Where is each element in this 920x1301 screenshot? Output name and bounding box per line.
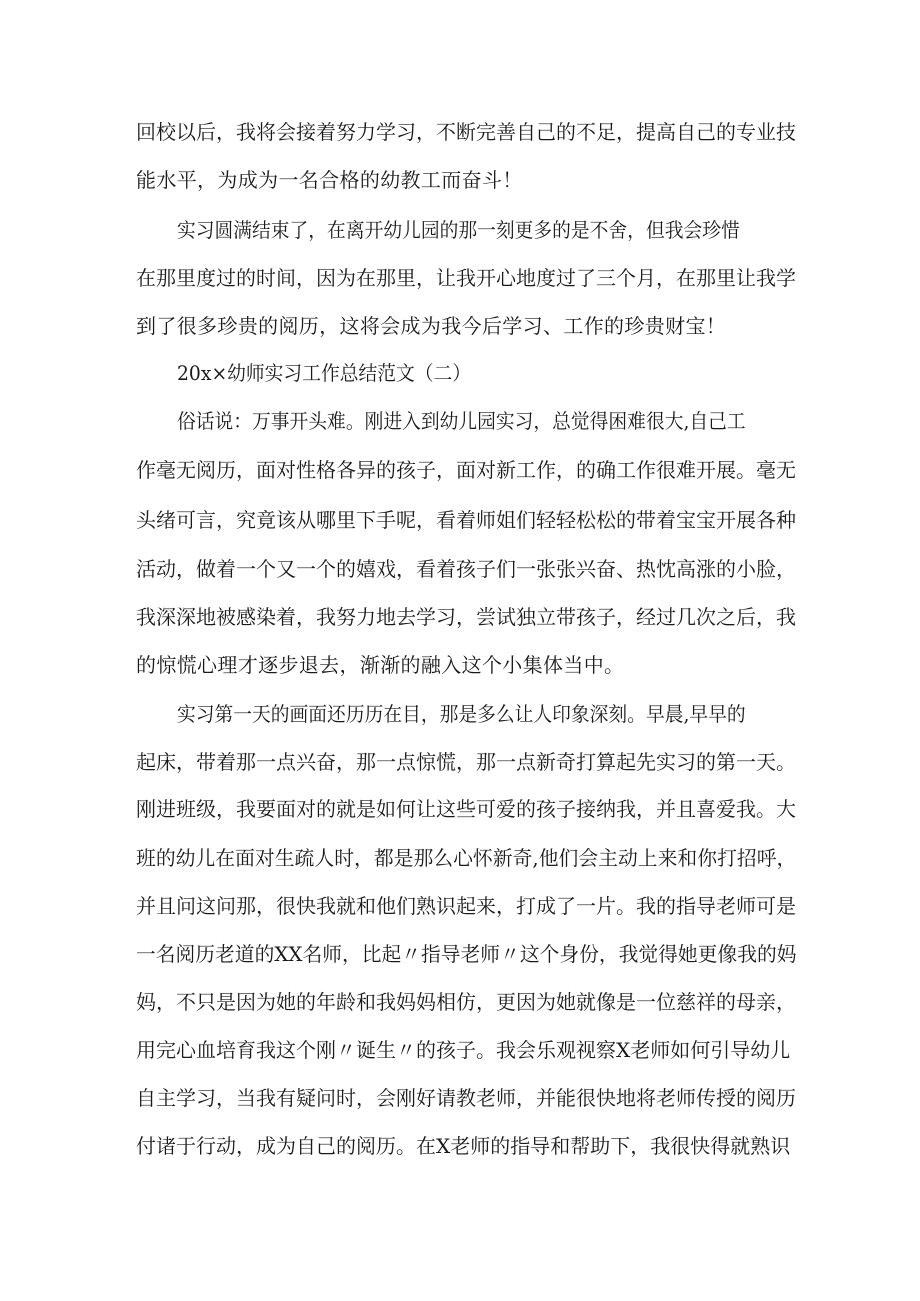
text-line: 起床，带着那一点兴奋，那一点惊慌，那一点新奇打算起先实习的第一天。: [136, 750, 796, 774]
text-line: 在那里度过的时间，因为在那里，让我开心地度过了三个月，在那里让我学: [136, 266, 796, 290]
text-line: 能水平，为成为一名合格的幼教工而奋斗！: [136, 168, 523, 192]
paragraph-start-line: 实习第一天的画面还历历在目，那是多么让人印象深刻。早晨,早早的: [177, 702, 746, 726]
text-line: 自主学习，当我有疑问时，会刚好请教老师，并能很快地将老师传授的阅历: [136, 1086, 796, 1110]
text-line: 付诸于行动，成为自己的阅历。在X老师的指导和帮助下，我很快得就熟识: [136, 1134, 791, 1158]
text-line: 妈，不只是因为她的年龄和我妈妈相仿，更因为她就像是一位慈祥的母亲，: [136, 990, 796, 1014]
text-line: 的惊慌心理才逐步退去，渐渐的融入这个小集体当中。: [136, 653, 625, 677]
text-line: 刚进班级，我要面对的就是如何让这些可爱的孩子接纳我，并且喜爱我。大: [136, 797, 796, 821]
paragraph-start-line: 实习圆满结束了，在离开幼儿园的那一刻更多的是不舍，但我会珍惜: [177, 218, 740, 242]
text-line: 一名阅历老道的XX名师，比起〃指导老师〃这个身份，我觉得她更像我的妈: [136, 942, 797, 966]
text-line: 到了很多珍贵的阅历，这将会成为我今后学习、工作的珍贵财宝！: [136, 314, 727, 338]
text-line: 用完心血培育我这个刚〃诞生〃的孩子。我会乐观视察X老师如何引导幼儿: [136, 1038, 791, 1062]
section-heading: 20x×幼师实习工作总结范文（二）: [177, 361, 472, 385]
paragraph-start-line: 俗话说：万事开头难。刚进入到幼儿园实习，总觉得困难很大,自己工: [177, 409, 746, 433]
text-line: 头绪可言，究竟该从哪里下手呢，看着师姐们轻轻松松的带着宝宝开展各种: [136, 508, 796, 532]
text-line: 我深深地被感染着，我努力地去学习，尝试独立带孩子，经过几次之后，我: [136, 605, 796, 629]
text-line: 作毫无阅历，面对性格各异的孩子，面对新工作，的确工作很难开展。毫无: [136, 458, 796, 482]
text-line: 回校以后，我将会接着努力学习，不断完善自己的不足，提高自己的专业技: [136, 120, 796, 144]
text-line: 并且问这问那，很快我就和他们熟识起来，打成了一片。我的指导老师可是: [136, 894, 796, 918]
text-line: 班的幼儿在面对生疏人时，都是那么心怀新奇,他们会主动上来和你打招呼，: [136, 846, 797, 870]
text-line: 活动，做着一个又一个的嬉戏，看着孩子们一张张兴奋、热忱高涨的小脸，: [136, 557, 796, 581]
